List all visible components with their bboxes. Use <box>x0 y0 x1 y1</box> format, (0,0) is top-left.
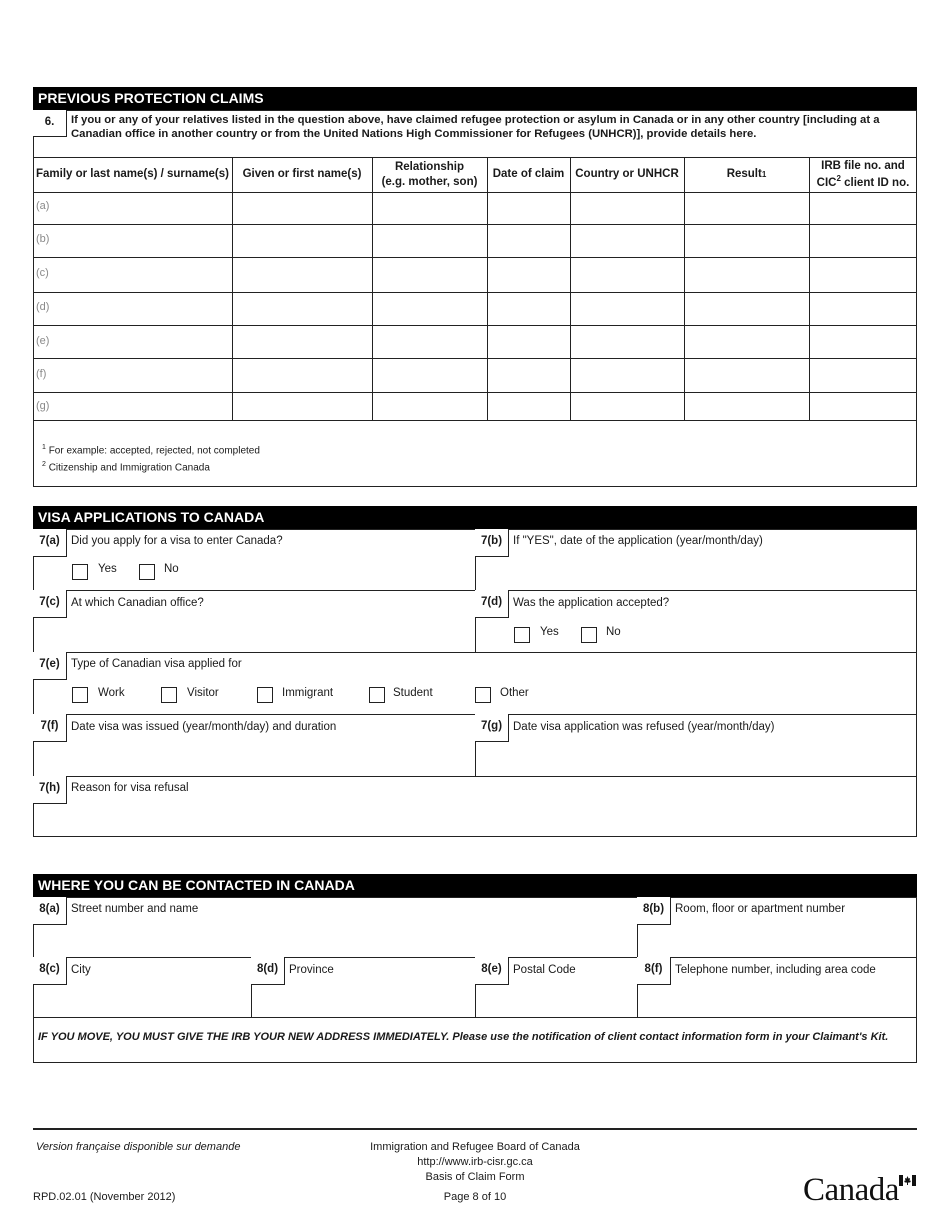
visa-type-immigrant-checkbox[interactable] <box>257 687 273 703</box>
table-row-label: (e) <box>36 335 50 347</box>
table-row-label: (b) <box>36 233 50 245</box>
column-header-date-of-claim: Date of claim <box>492 168 565 181</box>
checkbox-label: No <box>606 626 621 638</box>
visa-accepted-yes-checkbox[interactable] <box>514 627 530 643</box>
checkbox-label: Student <box>393 687 433 699</box>
visa-type-visitor-checkbox[interactable] <box>161 687 177 703</box>
question-number-7b: 7(b) <box>475 529 509 557</box>
table-row-label: (g) <box>36 400 50 412</box>
question-number-7f: 7(f) <box>33 714 67 742</box>
checkbox-label: Work <box>98 687 125 699</box>
column-header-given-name: Given or first name(s) <box>242 168 362 181</box>
column-header-country: Country or UNHCR <box>575 168 679 181</box>
visa-type-other-checkbox[interactable] <box>475 687 491 703</box>
question-8b-text: Room, floor or apartment number <box>675 903 846 915</box>
question-number-7a: 7(a) <box>33 529 67 557</box>
table-row-label: (a) <box>36 200 50 212</box>
visa-accepted-no-checkbox[interactable] <box>581 627 597 643</box>
footer-rule <box>33 1128 917 1130</box>
column-header-relationship: Relationship (e.g. mother, son) <box>381 161 478 188</box>
question-number-7g: 7(g) <box>475 714 509 742</box>
column-header-result: Result 1 <box>726 168 767 181</box>
table-row-label: (f) <box>36 368 47 380</box>
canada-wordmark-text: Canada <box>803 1172 899 1208</box>
question-number-8b: 8(b) <box>637 897 671 925</box>
column-header-family-name: Family or last name(s) / surname(s) <box>35 168 229 181</box>
question-8c-text: City <box>71 964 91 976</box>
question-8e-text: Postal Code <box>513 964 576 976</box>
question-number-7h: 7(h) <box>33 776 67 804</box>
footer-form-name: Basis of Claim Form <box>425 1171 525 1183</box>
section-title-protection: PREVIOUS PROTECTION CLAIMS <box>33 87 917 110</box>
question-number-7c: 7(c) <box>33 590 67 618</box>
french-version-note: Version française disponible sur demande <box>36 1141 241 1153</box>
footer-center <box>340 1140 610 1185</box>
question-number-8c: 8(c) <box>33 957 67 985</box>
question-7b-text: If "YES", date of the application (year/month/day) <box>513 535 763 547</box>
question-7a-text: Did you apply for a visa to enter Canada? <box>71 535 283 547</box>
question-8d-text: Province <box>289 964 334 976</box>
question-number-8f: 8(f) <box>637 957 671 985</box>
contact-notice: IF YOU MOVE, YOU MUST GIVE THE IRB YOUR NEW ADDRESS IMMEDIATELY. Please use the notification of client contact information form in your Claimant's Kit. <box>38 1031 889 1043</box>
checkbox-label: Yes <box>98 563 117 575</box>
question-7h-text: Reason for visa refusal <box>71 782 189 794</box>
footnote-1: $^1$ For example: accepted, rejected, not completed <box>42 444 260 457</box>
footer-url[interactable]: http://www.irb-cisr.gc.ca <box>417 1156 533 1168</box>
canada-flag-icon <box>899 1175 916 1186</box>
question-7c-text: At which Canadian office? <box>71 597 204 609</box>
question-number-7d: 7(d) <box>475 590 509 618</box>
question-7d-text: Was the application accepted? <box>513 597 670 609</box>
section-title-contact: WHERE YOU CAN BE CONTACTED IN CANADA <box>33 874 917 897</box>
question-7g-text: Date visa application was refused (year/month/day) <box>513 721 775 733</box>
question-6-text: If you or any of your relatives listed in the question above, have claimed refugee protection or asylum in Canada or in any other country [including at a Canadian office in another country or from the United Nations High Commissioner for Refugees (UNHCR)], provide details here. <box>71 114 880 140</box>
canada-wordmark-logo <box>803 1172 918 1208</box>
question-number-6: 6. <box>33 110 67 137</box>
question-number-8d: 8(d) <box>251 957 285 985</box>
checkbox-label: Visitor <box>187 687 219 699</box>
checkbox-label: Yes <box>540 626 559 638</box>
visa-type-student-checkbox[interactable] <box>369 687 385 703</box>
section-title-visa: VISA APPLICATIONS TO CANADA <box>33 506 917 529</box>
table-row-label: (d) <box>36 301 50 313</box>
column-header-irb-file: IRB file no. and CIC$^2$ client ID no. <box>816 160 910 189</box>
question-number-8a: 8(a) <box>33 897 67 925</box>
checkbox-label: Immigrant <box>282 687 334 699</box>
page-number: Page 8 of 10 <box>443 1191 507 1203</box>
visa-type-work-checkbox[interactable] <box>72 687 88 703</box>
footnote-2: $^2$ Citizenship and Immigration Canada <box>42 461 210 474</box>
question-number-8e: 8(e) <box>475 957 509 985</box>
table-row-label: (c) <box>36 267 49 279</box>
visa-applied-no-checkbox[interactable] <box>139 564 155 580</box>
checkbox-label: No <box>164 563 179 575</box>
question-7f-text: Date visa was issued (year/month/day) and duration <box>71 721 337 733</box>
question-7e-text: Type of Canadian visa applied for <box>71 658 242 670</box>
form-code: RPD.02.01 (November 2012) <box>33 1191 176 1203</box>
footer-org: Immigration and Refugee Board of Canada <box>370 1141 580 1153</box>
question-number-7e: 7(e) <box>33 652 67 680</box>
question-8f-text: Telephone number, including area code <box>675 964 876 976</box>
question-8a-text: Street number and name <box>71 903 199 915</box>
visa-applied-yes-checkbox[interactable] <box>72 564 88 580</box>
checkbox-label: Other <box>500 687 529 699</box>
